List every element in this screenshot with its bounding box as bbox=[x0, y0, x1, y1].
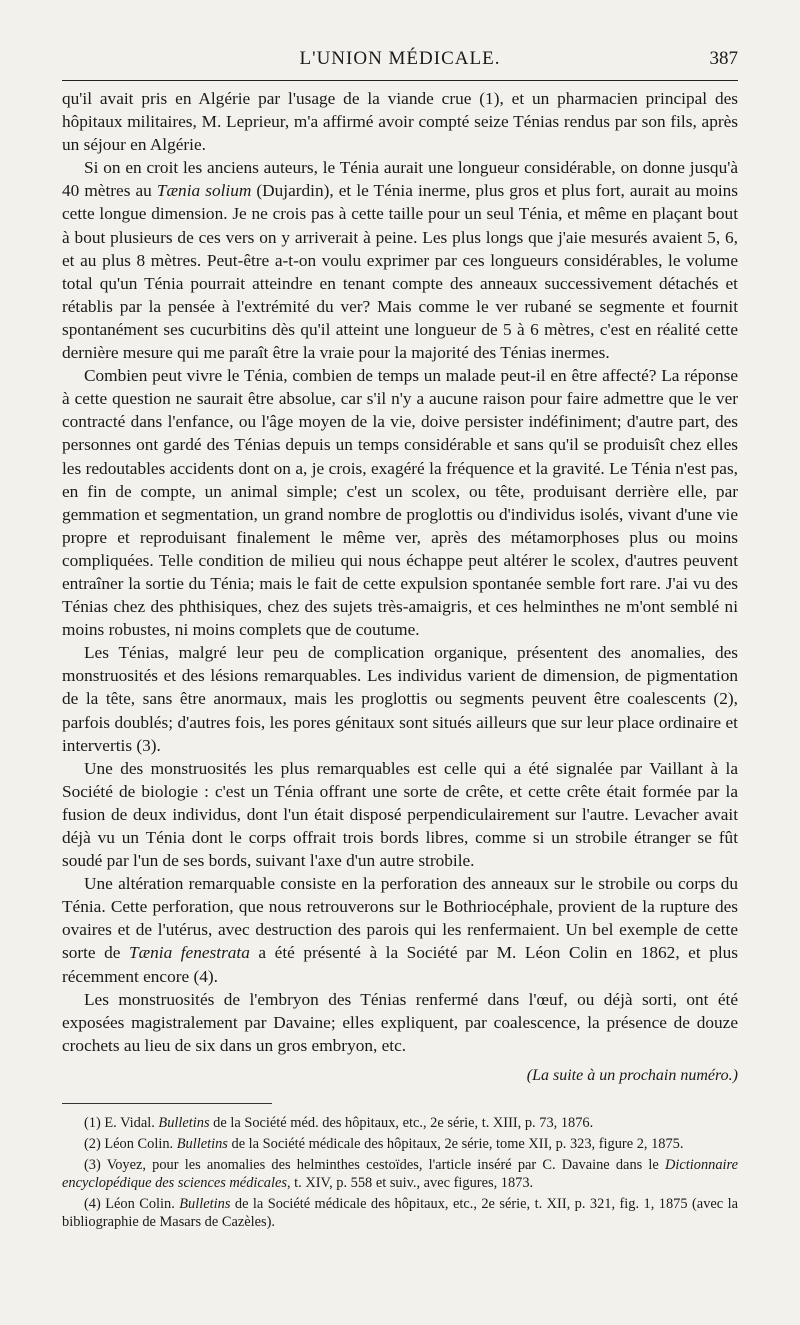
footnote-1: (1) E. Vidal. Bulletins de la Société méd. des hôpitaux, etc., 2e série, t. XIII, p. 73, 1876. bbox=[84, 1114, 594, 1131]
footnote-rule bbox=[62, 1103, 272, 1104]
paragraph-3: Combien peut vivre le Ténia, combien de temps un malade peut-il en être affecté? La réponse à cette question ne saurait être absolue, car s'il n'y a aucune raison pour faire admettre que le ver contracté dans l'enfance, ou l'âge moyen de la vie, doive persister indéfiniment; d'autre part, des personnes ont gardé des Ténias depuis un temps considérable et sans qu'il se produisît chez elles les redoutables accidents dont on a, je crois, exagéré la fréquence et la gravité. Le Ténia n'est pas, en fin de compte, un animal simple; c'est un scolex, ou tête, produisant derrière elle, par gemmation et segmentation, un grand nombre de proglottis ou d'individus isolés, vivant d'une vie propre et reproduisant finalement le même ver, après des métamorphoses plus ou moins compliquées. Telle condition de milieu qui nous échappe peut altérer le scolex, d'autres peuvent entraîner la sortie du Ténia; mais le fait de cette expulsion spontanée semble fort rare. J'ai vu des Ténias chez des phthisiques, chez des sujets très-amaigris, et ces helminthes ne m'ont semblé ni moins robustes, ni moins complets que de coutume. bbox=[62, 366, 738, 640]
paragraph-4: Les Ténias, malgré leur peu de complication organique, présentent des anomalies, des monstruosités et des lésions remarquables. Les individus varient de dimension, de pigmentation de la tête, sans être anormaux, mais les proglottis ou segments peuvent être coalescents (2), parfois doublés; d'autres fois, les pores génitaux sont situés ailleurs que sur leur place ordinaire et intervertis (3). bbox=[62, 643, 738, 755]
article-body bbox=[62, 87, 738, 1057]
paragraph-6: Une altération remarquable consiste en la perforation des anneaux sur le strobile ou corps du Ténia. Cette perforation, que nous retrouverons sur le Bothriocéphale, provient de la rupture des ovaires et de l'utérus, avec destruction des parois qui les renfermaient. Un bel exemple de cette sorte de Tænia fenestrata a été présenté à la Société par M. Léon Colin en 1862, et plus récemment encore (4). bbox=[62, 874, 738, 986]
paragraph-2: Si on en croit les anciens auteurs, le Ténia aurait une longueur considérable, on donne jusqu'à 40 mètres au Tænia solium (Dujardin), et le Ténia inerme, plus gros et plus fort, aurait au moins cette longue dimension. Je ne crois pas à cette taille pour un seul Ténia, et même en plaçant bout à bout plusieurs de ces vers on y arriverait à peine. Les plus longs que j'aie mesurés avaient 5, 6, et au plus 8 mètres. Peut-être a-t-on voulu exprimer par ces longueurs considérables, le volume total qu'un Ténia pourrait atteindre en tenant compte des anneaux successivement détachés et rétablis par la pensée à l'extrémité du ver? Mais comme le ver rubané se segmente et fournit spontanément ses cucurbitins dès qu'il atteint une longueur de 5 à 6 mètres, c'est en réalité cette dernière mesure qui me paraît être la vraie pour la majorité des Ténias inermes. bbox=[62, 158, 738, 363]
paragraph-7: Les monstruosités de l'embryon des Ténias renfermé dans l'œuf, ou déjà sorti, ont été exposées magistralement par Davaine; elles expliquent, par coalescence, la présence de douze crochets au lieu de six dans un gros embryon, etc. bbox=[62, 989, 738, 1055]
header-rule bbox=[62, 80, 738, 81]
footnote-2: (2) Léon Colin. Bulletins de la Société médicale des hôpitaux, 2e série, tome XII, p. 323, figure 2, 1875. bbox=[84, 1135, 684, 1152]
journal-page bbox=[62, 40, 738, 1231]
journal-title: L'UNION MÉDICALE. bbox=[299, 48, 501, 69]
continuation-note: (La suite à un prochain numéro.) bbox=[526, 1066, 738, 1084]
footnote-4: (4) Léon Colin. Bulletins de la Société médicale des hôpitaux, etc., 2e série, t. XII, p. 321, fig. 1, 1875 (avec la bibliographie de Masars de Cazèles). bbox=[62, 1195, 738, 1230]
footnote-3: (3) Voyez, pour les anomalies des helminthes cestoïdes, l'article inséré par C. Davaine dans le Dictionnaire encyclopédique des sciences médicales, t. XIV, p. 558 et suiv., avec figures, 1873. bbox=[62, 1156, 738, 1191]
paragraph-5: Une des monstruosités les plus remarquables est celle qui a été signalée par Vaillant à la Société de biologie : c'est un Ténia offrant une sorte de crête, et cette crête était formée par la fusion de deux individus, dont l'un était disposé perpendiculairement sur l'autre. Levacher avait déjà vu un Ténia dont le corps offrait trois bords libres, comme si un strobile étranger se fût soudé par l'un de ses bords, suivant l'axe d'un autre strobile. bbox=[62, 758, 738, 871]
paragraph-1: qu'il avait pris en Algérie par l'usage de la viande crue (1), et un pharmacien principal des hôpitaux militaires, M. Leprieur, m'a affirmé avoir compté seize Ténias rendus par son fils, après un séjour en Algérie. bbox=[62, 89, 738, 155]
footnotes bbox=[62, 1114, 738, 1231]
page-number: 387 bbox=[709, 48, 738, 69]
running-header bbox=[62, 40, 738, 70]
